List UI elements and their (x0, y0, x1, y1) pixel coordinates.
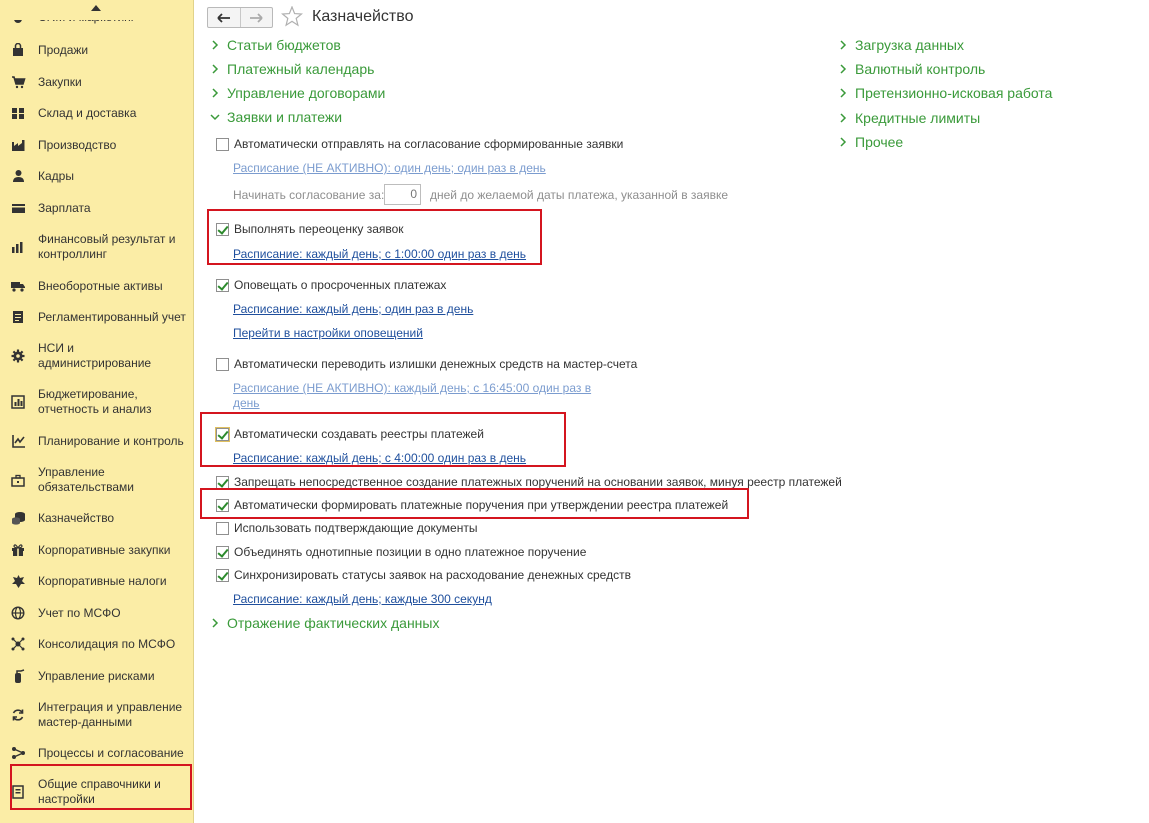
sidebar-item-20[interactable] (0, 699, 194, 731)
section-label: Кредитные лимиты (855, 110, 981, 126)
sidebar-item-label: Управление рисками (38, 668, 155, 683)
section-label: Заявки и платежи (227, 109, 343, 125)
checkbox-row-use-docs[interactable] (216, 520, 477, 536)
globe-icon (10, 605, 26, 621)
sidebar-item-label: Склад и доставка (38, 105, 137, 120)
budget-chart-icon (10, 394, 26, 410)
back-button[interactable] (208, 8, 240, 27)
section-budget-items[interactable] (209, 37, 341, 53)
checkbox-auto-send-approval[interactable] (216, 138, 229, 151)
start-approval-suffix: дней до желаемой даты платежа, указанной в заявке (430, 188, 729, 202)
section-actual-data[interactable] (209, 615, 439, 631)
schedule-link-overdue[interactable]: Расписание: каждый день; один раз в день (233, 302, 474, 316)
process-icon (10, 745, 26, 761)
checkbox-overdue-notify[interactable] (216, 279, 229, 292)
sidebar-item-4[interactable] (0, 136, 194, 154)
highlight-box-revaluation (207, 209, 542, 265)
schedule-link-revaluation[interactable]: Расписание: каждый день; с 1:00:00 один раз в день (233, 247, 527, 261)
sidebar-item-label: Планирование и контроль (38, 433, 184, 448)
highlight-box-sidebar (10, 764, 192, 810)
checkbox-sync-statuses[interactable] (216, 569, 229, 582)
section-label: Платежный календарь (227, 61, 375, 77)
checkbox-auto-transfer[interactable] (216, 358, 229, 371)
section-other[interactable] (837, 134, 903, 150)
section-label: Валютный контроль (855, 61, 986, 77)
sidebar-item-8[interactable] (0, 277, 194, 295)
chevron-right-icon (209, 39, 221, 51)
sidebar-item-12[interactable] (0, 432, 194, 450)
checkbox-forbid-direct[interactable] (216, 476, 229, 489)
warehouse-icon (10, 105, 26, 121)
favorite-star-icon[interactable] (281, 6, 303, 30)
checkbox-label: Автоматически отправлять на согласование сформированные заявки (234, 137, 624, 151)
sidebar-item-label: Кадры (38, 168, 74, 183)
sidebar-item-16[interactable] (0, 572, 194, 590)
chevron-right-icon (209, 87, 221, 99)
sync-icon (10, 707, 26, 723)
sidebar-item-label: Общие справочники и настройки (38, 777, 161, 806)
start-approval-label: Начинать согласование за: (233, 188, 385, 202)
highlight-box-auto-registers (200, 412, 566, 467)
checkbox-row-sync-statuses[interactable] (216, 567, 631, 583)
highlight-box-auto-orders (200, 488, 749, 519)
cart-icon (10, 74, 26, 90)
sidebar-item-17[interactable] (0, 604, 194, 622)
consolidation-icon (10, 636, 26, 652)
page-title: Казначейство (312, 8, 414, 25)
start-approval-days-input[interactable]: 0 (384, 184, 421, 205)
section-currency-control[interactable] (837, 61, 985, 77)
schedule-link-sync[interactable]: Расписание: каждый день; каждые 300 секунд (233, 592, 492, 606)
checkbox-row-auto-transfer[interactable] (216, 356, 637, 372)
document-icon (10, 309, 26, 325)
sidebar-item-label: Производство (38, 137, 117, 152)
sidebar-item-label: Закупки (38, 74, 82, 89)
arrow-right-icon (249, 13, 263, 23)
sidebar-item-6[interactable] (0, 199, 194, 217)
sidebar-item-label: Процессы и согласование (38, 745, 184, 760)
checkbox-row-auto-send-approval[interactable] (216, 136, 623, 152)
sidebar-item-label: Зарплата (38, 200, 91, 215)
sidebar-item-2[interactable] (0, 73, 194, 91)
history-nav (207, 7, 273, 28)
bar-chart-icon (10, 239, 26, 255)
section-label: Претензионно-исковая работа (855, 85, 1053, 101)
chevron-right-icon (209, 63, 221, 75)
schedule-link-auto-registers[interactable]: Расписание: каждый день; с 4:00:00 один раз в день (233, 451, 527, 465)
sidebar-item-1[interactable] (0, 41, 194, 59)
person-icon (10, 168, 26, 184)
factory-icon (10, 137, 26, 153)
section-label: Статьи бюджетов (227, 37, 341, 53)
sidebar-item-label: Финансовый результат и контроллинг (38, 232, 176, 261)
checkbox-label: Оповещать о просроченных платежах (234, 278, 447, 292)
sidebar-item-label: Консолидация по МСФО (38, 636, 176, 651)
checkbox-label: Объединять однотипные позиции в одно платежное поручение (234, 545, 587, 559)
sidebar-item-7[interactable] (0, 231, 194, 263)
chevron-up-icon (91, 5, 101, 11)
schedule-link-auto-transfer[interactable]: Расписание (НЕ АКТИВНО): каждый день; с 16:45:00 один раз в (233, 381, 592, 395)
sidebar-item-10[interactable] (0, 341, 194, 370)
section-claims[interactable] (837, 85, 1052, 101)
fire-extinguisher-icon (10, 668, 26, 684)
section-requests-payments[interactable] (209, 109, 342, 125)
sidebar-item-label: Казначейство (38, 510, 115, 525)
section-label: Управление договорами (227, 85, 386, 101)
sidebar-item-18[interactable] (0, 635, 194, 653)
sidebar-item-label: Бюджетирование, отчетность и анализ (38, 387, 152, 416)
checkbox-row-merge-positions[interactable] (216, 544, 586, 560)
sidebar-item-label: Регламентированный учет (38, 309, 186, 324)
shopping-bag-icon (10, 42, 26, 58)
sidebar-item-label: Учет по МСФО (38, 605, 121, 620)
planning-icon (10, 433, 26, 449)
section-contract-management[interactable] (209, 85, 385, 101)
schedule-link-auto-send[interactable]: Расписание (НЕ АКТИВНО): один день; один раз в день (233, 161, 546, 175)
sidebar-scroll-up[interactable] (0, 0, 194, 20)
sidebar-item-3[interactable] (0, 104, 194, 122)
sidebar-item-label: Продажи (38, 42, 89, 57)
checkbox-merge-positions[interactable] (216, 546, 229, 559)
sidebar-item-15[interactable] (0, 541, 194, 559)
sidebar-item-9[interactable] (0, 308, 194, 326)
chevron-right-icon (837, 87, 849, 99)
checkbox-label: Автоматически создавать реестры платежей (234, 427, 484, 441)
coins-icon (10, 510, 26, 526)
checkbox-label: Синхронизировать статусы заявок на расходование денежных средств (234, 568, 631, 582)
sidebar-item-label: НСИ и администрирование (38, 341, 152, 370)
sidebar-item-14[interactable] (0, 509, 194, 527)
sidebar-item-label: Корпоративные налоги (38, 573, 167, 588)
chevron-right-icon (837, 136, 849, 148)
truck-icon (10, 278, 26, 294)
checkbox-label: Запрещать непосредственное создание платежных поручений на основании заявок, минуя реестр платежей (234, 475, 842, 489)
section-label: Прочее (855, 134, 904, 150)
sidebar-item-19[interactable] (0, 667, 194, 685)
checkbox-row-overdue-notify[interactable] (216, 277, 446, 293)
wallet-icon (10, 200, 26, 216)
chevron-right-icon (837, 112, 849, 124)
gift-icon (10, 542, 26, 558)
section-data-import[interactable] (837, 37, 964, 53)
sidebar-item-label: Интеграция и управление мастер-данными (38, 700, 183, 729)
notification-settings-link[interactable]: Перейти в настройки оповещений (233, 326, 423, 340)
chevron-down-icon (209, 111, 221, 123)
checkbox-label: Использовать подтверждающие документы (234, 521, 478, 535)
sidebar-item-label: Управление обязательствами (38, 465, 134, 494)
emblem-icon (10, 573, 26, 589)
section-label: Загрузка данных (855, 37, 964, 53)
chevron-right-icon (837, 63, 849, 75)
sidebar-item-label: Внеоборотные активы (38, 278, 163, 293)
briefcase-icon (10, 472, 26, 488)
checkbox-label: Автоматически формировать платежные поручения при утверждении реестра платежей (234, 498, 729, 512)
chevron-right-icon (837, 39, 849, 51)
chevron-right-icon (209, 617, 221, 629)
sidebar-item-21[interactable] (0, 744, 194, 762)
checkbox-label: Выполнять переоценку заявок (234, 222, 404, 236)
sidebar-item-label: Корпоративные закупки (38, 542, 171, 557)
sidebar-item-5[interactable] (0, 167, 194, 185)
section-label: Отражение фактических данных (227, 615, 440, 631)
forward-button[interactable] (240, 8, 272, 27)
arrow-left-icon (217, 13, 231, 23)
schedule-link-auto-transfer-cont[interactable]: день (233, 396, 260, 410)
section-credit-limits[interactable] (837, 110, 980, 126)
sidebar-item-11[interactable] (0, 386, 194, 418)
gear-icon (10, 348, 26, 364)
sidebar (0, 0, 194, 823)
section-payment-calendar[interactable] (209, 61, 374, 77)
checkbox-label: Автоматически переводить излишки денежных средств на мастер-счета (234, 357, 638, 371)
checkbox-use-docs[interactable] (216, 522, 229, 535)
sidebar-item-13[interactable] (0, 464, 194, 496)
